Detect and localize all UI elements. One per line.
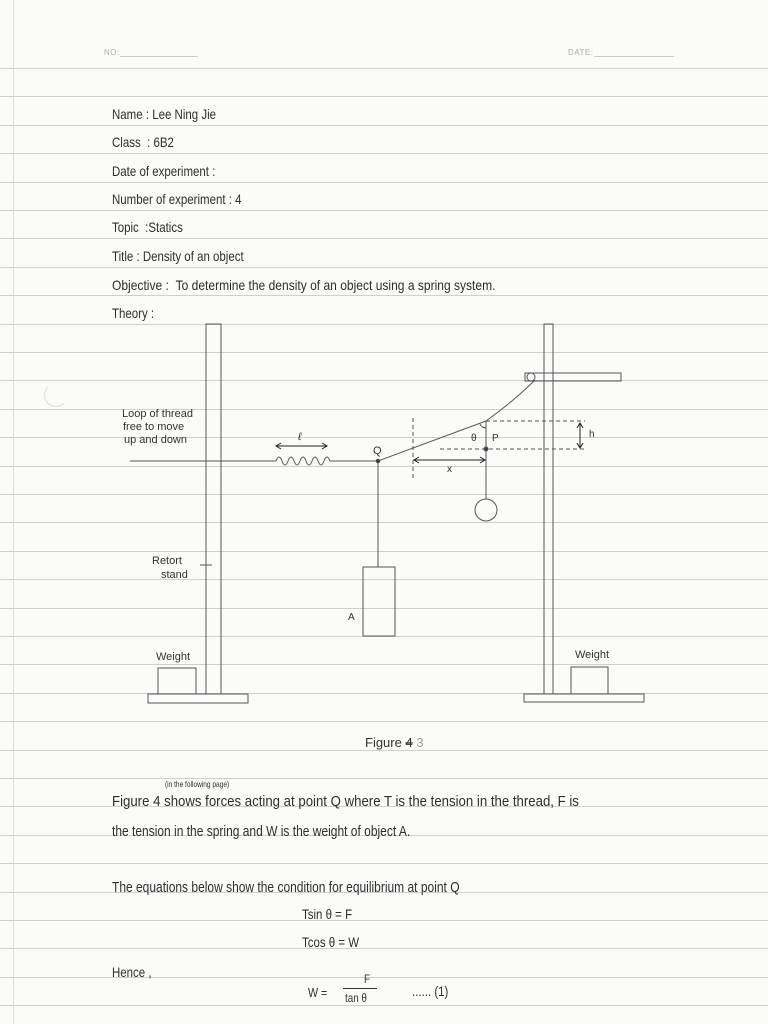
date-label: DATE:: [568, 48, 594, 57]
field-topic: Topic :Statics: [112, 219, 183, 235]
right-weight: [571, 667, 608, 694]
weight-left-label: Weight: [156, 651, 191, 663]
label-h: h: [589, 429, 595, 440]
dimension-lines: [413, 418, 585, 478]
thread-q-to-p: [378, 421, 486, 461]
eq3-lhs: W =: [308, 985, 328, 1000]
no-label: NO:: [104, 48, 120, 57]
note-following-page: (in the following page): [165, 780, 230, 789]
eq3-numerator: F: [364, 972, 371, 986]
field-date: Date of experiment :: [112, 163, 216, 179]
pendulum-ball: [475, 499, 497, 521]
eq3-denominator: tan θ: [345, 991, 367, 1005]
field-name: Name : Lee Ning Jie: [112, 106, 217, 122]
equation-1: Tsin θ = F: [302, 906, 353, 922]
field-theory: Theory :: [112, 305, 155, 321]
retort-label: Retort stand: [152, 555, 188, 581]
diagram-labels: [122, 408, 609, 750]
label-q: Q: [373, 445, 382, 457]
spring: [276, 457, 330, 465]
paragraph-line-1: Figure 4 shows forces acting at point Q where T is the tension in the thread, F is: [112, 793, 579, 810]
pulley: [527, 373, 535, 381]
label-p: P: [492, 433, 499, 444]
field-number: Number of experiment : 4: [112, 191, 242, 207]
equation-2: Tcos θ = W: [302, 934, 360, 950]
field-objective: Objective : To determine the density of an object using a spring system.: [112, 277, 496, 293]
hence-label: Hence ,: [112, 964, 152, 980]
weight-right-label: Weight: [575, 649, 610, 661]
left-weight: [158, 668, 196, 694]
fraction-bar: [343, 988, 377, 989]
label-a: A: [348, 612, 355, 623]
label-theta: θ: [471, 433, 477, 444]
point-q: [376, 459, 380, 463]
thread-to-pulley: [486, 380, 535, 421]
field-title: Title : Density of an object: [112, 248, 244, 264]
figure-caption: Figure 4 3: [365, 735, 424, 750]
label-l: ℓ: [298, 431, 302, 443]
right-retort-stand: [524, 324, 644, 702]
eq3-reference: ...... (1): [412, 983, 449, 999]
paragraph-line-2: the tension in the spring and W is the weight of object A.: [112, 823, 411, 840]
paragraph-equilibrium: The equations below show the condition for equilibrium at point Q: [112, 879, 460, 896]
object-a: [363, 567, 395, 636]
clamp: [525, 373, 621, 381]
field-class: Class : 6B2: [112, 134, 174, 150]
left-retort-stand: [148, 324, 248, 703]
label-x: x: [447, 464, 452, 475]
arrows: [276, 423, 583, 463]
loop-label: Loop of thread free to move up and down: [122, 408, 193, 446]
